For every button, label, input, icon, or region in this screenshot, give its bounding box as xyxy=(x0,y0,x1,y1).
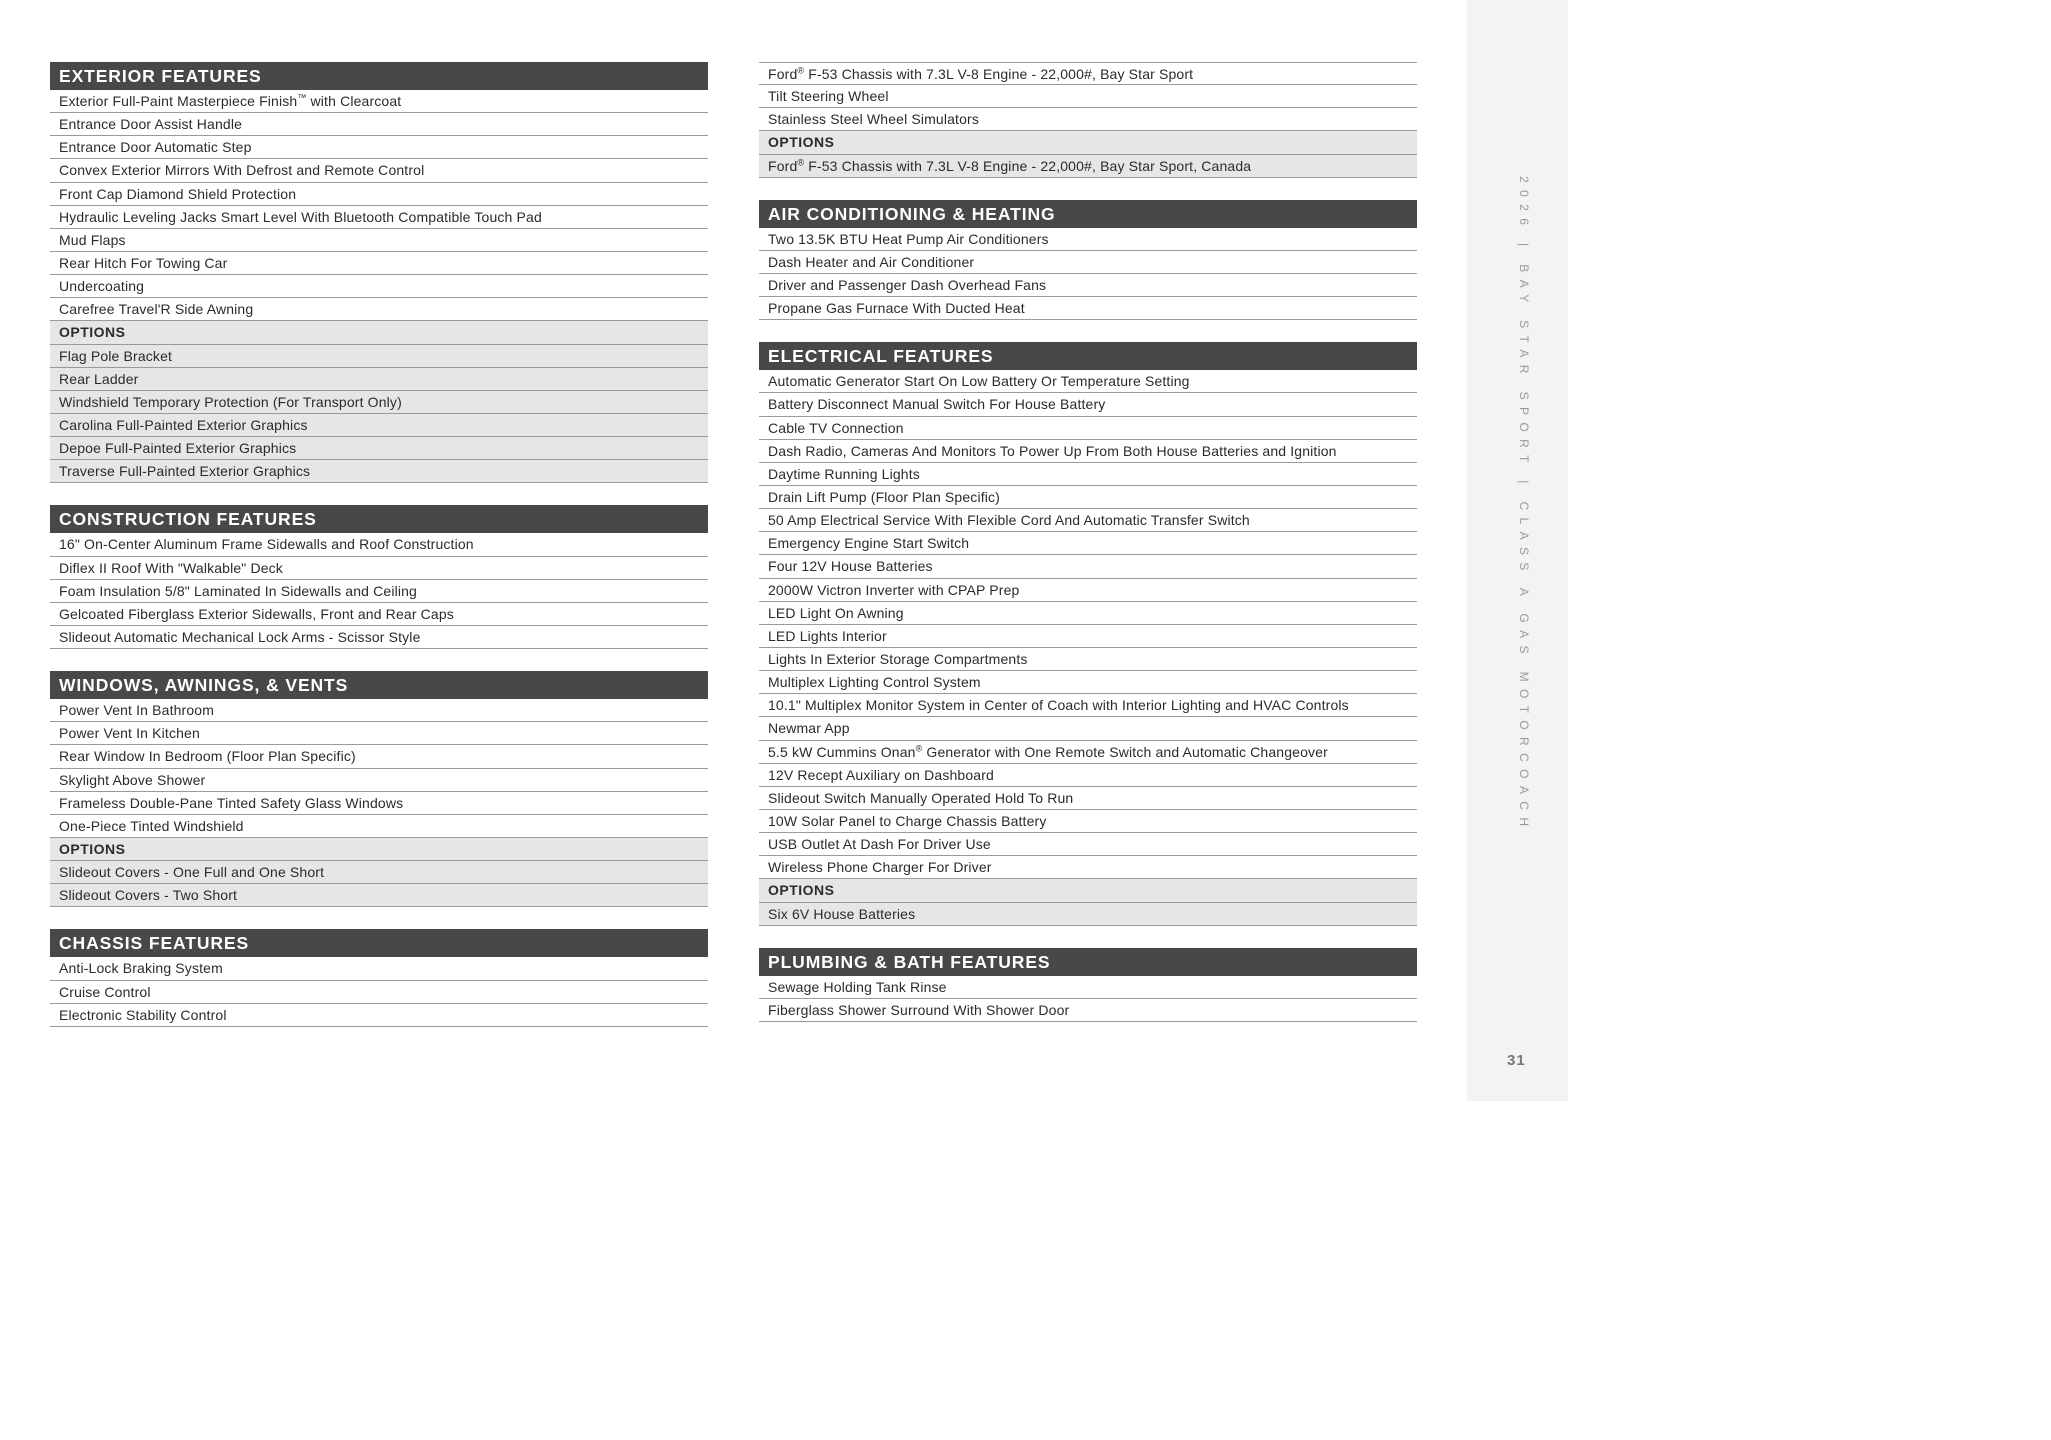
feature-item: Carefree Travel'R Side Awning xyxy=(50,298,708,321)
section-construction-features xyxy=(50,505,708,649)
feature-item: LED Light On Awning xyxy=(759,602,1417,625)
feature-item: Drain Lift Pump (Floor Plan Specific) xyxy=(759,486,1417,509)
feature-item: Tilt Steering Wheel xyxy=(759,85,1417,108)
feature-item: Hydraulic Leveling Jacks Smart Level With Bluetooth Compatible Touch Pad xyxy=(50,206,708,229)
feature-item: Anti-Lock Braking System xyxy=(50,957,708,980)
feature-item: Entrance Door Automatic Step xyxy=(50,136,708,159)
feature-item: Rear Hitch For Towing Car xyxy=(50,252,708,275)
feature-item: 16" On-Center Aluminum Frame Sidewalls and Roof Construction xyxy=(50,533,708,556)
section-heading: AIR CONDITIONING & HEATING xyxy=(759,200,1417,228)
feature-item: Mud Flaps xyxy=(50,229,708,252)
section-heading: EXTERIOR FEATURES xyxy=(50,62,708,90)
feature-item: Convex Exterior Mirrors With Defrost and Remote Control xyxy=(50,159,708,182)
section-heading: WINDOWS, AWNINGS, & VENTS xyxy=(50,671,708,699)
feature-item: Gelcoated Fiberglass Exterior Sidewalls, Front and Rear Caps xyxy=(50,603,708,626)
feature-item: Undercoating xyxy=(50,275,708,298)
section-exterior-features xyxy=(50,62,708,483)
options-heading: OPTIONS xyxy=(50,321,708,344)
option-item: Carolina Full-Painted Exterior Graphics xyxy=(50,414,708,437)
feature-item: 2000W Victron Inverter with CPAP Prep xyxy=(759,579,1417,602)
feature-item: Daytime Running Lights xyxy=(759,463,1417,486)
feature-item: 10W Solar Panel to Charge Chassis Battery xyxy=(759,810,1417,833)
option-item: Flag Pole Bracket xyxy=(50,345,708,368)
section-windows-awnings-vents xyxy=(50,671,708,907)
feature-item: Driver and Passenger Dash Overhead Fans xyxy=(759,274,1417,297)
option-item: Ford® F-53 Chassis with 7.3L V-8 Engine - 22,000#, Bay Star Sport, Canada xyxy=(759,155,1417,178)
section-chassis-features xyxy=(50,929,708,1026)
feature-item: LED Lights Interior xyxy=(759,625,1417,648)
option-item: Traverse Full-Painted Exterior Graphics xyxy=(50,460,708,483)
feature-item: Cruise Control xyxy=(50,981,708,1004)
feature-item: Frameless Double-Pane Tinted Safety Glass Windows xyxy=(50,792,708,815)
option-item: Slideout Covers - Two Short xyxy=(50,884,708,907)
right-column xyxy=(759,62,1417,1044)
options-heading: OPTIONS xyxy=(759,879,1417,902)
feature-item: Power Vent In Bathroom xyxy=(50,699,708,722)
feature-item: Four 12V House Batteries xyxy=(759,555,1417,578)
option-item: Six 6V House Batteries xyxy=(759,903,1417,926)
feature-item: Newmar App xyxy=(759,717,1417,740)
feature-item: Battery Disconnect Manual Switch For House Battery xyxy=(759,393,1417,416)
options-heading: OPTIONS xyxy=(759,131,1417,154)
feature-item: Emergency Engine Start Switch xyxy=(759,532,1417,555)
feature-item: Ford® F-53 Chassis with 7.3L V-8 Engine - 22,000#, Bay Star Sport xyxy=(759,62,1417,85)
section-electrical-features xyxy=(759,342,1417,925)
feature-item: 10.1" Multiplex Monitor System in Center of Coach with Interior Lighting and HVAC Controls xyxy=(759,694,1417,717)
feature-item: Exterior Full-Paint Masterpiece Finish™ with Clearcoat xyxy=(50,90,708,113)
feature-item: Multiplex Lighting Control System xyxy=(759,671,1417,694)
section-air-conditioning-heating xyxy=(759,200,1417,321)
option-item: Rear Ladder xyxy=(50,368,708,391)
option-item: Slideout Covers - One Full and One Short xyxy=(50,861,708,884)
side-running-label: 2026 | BAY STAR SPORT | CLASS A GAS MOTORCOACH xyxy=(1517,176,1531,834)
feature-item: Electronic Stability Control xyxy=(50,1004,708,1027)
section-heading: CONSTRUCTION FEATURES xyxy=(50,505,708,533)
option-item: Windshield Temporary Protection (For Transport Only) xyxy=(50,391,708,414)
feature-item: Sewage Holding Tank Rinse xyxy=(759,976,1417,999)
feature-item: Power Vent In Kitchen xyxy=(50,722,708,745)
feature-item: Diflex II Roof With "Walkable" Deck xyxy=(50,557,708,580)
feature-item: Automatic Generator Start On Low Battery Or Temperature Setting xyxy=(759,370,1417,393)
feature-item: Rear Window In Bedroom (Floor Plan Specific) xyxy=(50,745,708,768)
feature-item: Fiberglass Shower Surround With Shower Door xyxy=(759,999,1417,1022)
page-number: 31 xyxy=(1507,1052,1526,1069)
section-heading: PLUMBING & BATH FEATURES xyxy=(759,948,1417,976)
feature-item: Two 13.5K BTU Heat Pump Air Conditioners xyxy=(759,228,1417,251)
left-column xyxy=(50,62,708,1049)
feature-item: One-Piece Tinted Windshield xyxy=(50,815,708,838)
feature-item: 50 Amp Electrical Service With Flexible Cord And Automatic Transfer Switch xyxy=(759,509,1417,532)
feature-item: Dash Radio, Cameras And Monitors To Power Up From Both House Batteries and Ignition xyxy=(759,440,1417,463)
feature-item: Dash Heater and Air Conditioner xyxy=(759,251,1417,274)
options-heading: OPTIONS xyxy=(50,838,708,861)
section-heading: CHASSIS FEATURES xyxy=(50,929,708,957)
feature-item: Entrance Door Assist Handle xyxy=(50,113,708,136)
feature-item: Stainless Steel Wheel Simulators xyxy=(759,108,1417,131)
section-plumbing-bath-features xyxy=(759,948,1417,1022)
feature-item: Wireless Phone Charger For Driver xyxy=(759,856,1417,879)
feature-item: Front Cap Diamond Shield Protection xyxy=(50,183,708,206)
feature-item: Slideout Switch Manually Operated Hold To Run xyxy=(759,787,1417,810)
feature-item: USB Outlet At Dash For Driver Use xyxy=(759,833,1417,856)
feature-item: 5.5 kW Cummins Onan® Generator with One Remote Switch and Automatic Changeover xyxy=(759,741,1417,764)
feature-item: Propane Gas Furnace With Ducted Heat xyxy=(759,297,1417,320)
feature-item: Cable TV Connection xyxy=(759,417,1417,440)
section-continued xyxy=(759,62,1417,178)
feature-item: Slideout Automatic Mechanical Lock Arms - Scissor Style xyxy=(50,626,708,649)
feature-item: Foam Insulation 5/8" Laminated In Sidewalls and Ceiling xyxy=(50,580,708,603)
feature-item: 12V Recept Auxiliary on Dashboard xyxy=(759,764,1417,787)
section-heading: ELECTRICAL FEATURES xyxy=(759,342,1417,370)
feature-item: Skylight Above Shower xyxy=(50,769,708,792)
feature-item: Lights In Exterior Storage Compartments xyxy=(759,648,1417,671)
option-item: Depoe Full-Painted Exterior Graphics xyxy=(50,437,708,460)
